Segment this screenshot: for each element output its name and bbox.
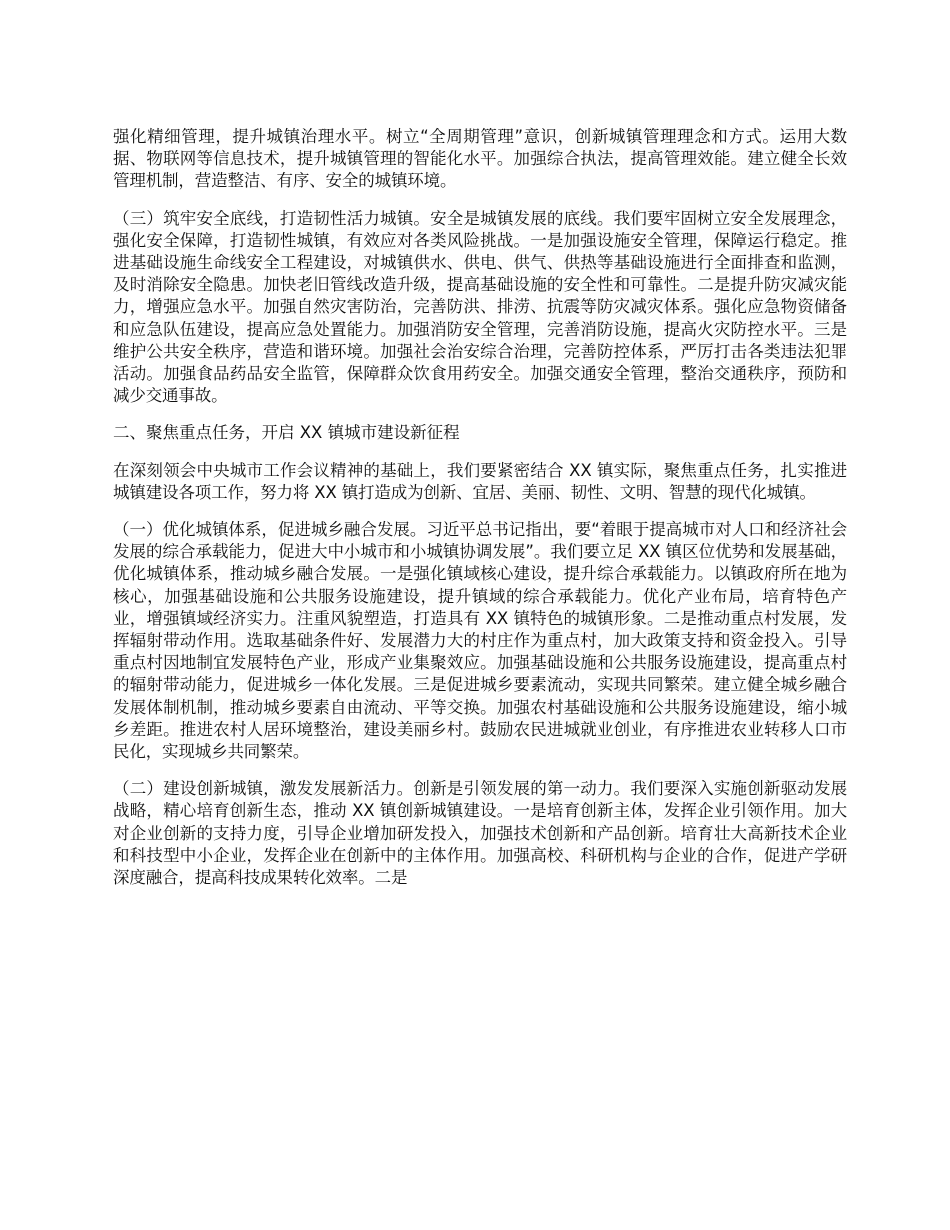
paragraph-urban-system: （一）优化城镇体系，促进城乡融合发展。习近平总书记指出，要“着眼于提高城市对人口和经济社会发展的综合承载能力，促进大中小城市和小城镇协调发展”。我们要立足 XX 镇区位优势和发展基础，优化城镇体系，推动城乡融合发展。一是强化镇域核心建设，提升综合承载能力。以镇政府所在地为核心，加强基础设施和公共服务设施建设，提升镇域的综合承载能力。优化产业布局，培育特色产业，增强镇域经济实力。注重风貌塑造，打造具有 XX 镇特色的城镇形象。二是推动重点村发展，发挥辐射带动作用。选取基础条件好、发展潜力大的村庄作为重点村，加大政策支持和资金投入。引导重点村因地制宜发展特色产业，形成产业集聚效应。加强基础设施和公共服务设施建设，提高重点村的辐射带动能力，促进城乡一体化发展。三是促进城乡要素流动，实现共同繁荣。建立健全城乡融合发展体制机制，推动城乡要素自由流动、平等交换。加强农村基础设施和公共服务设施建设，缩小城乡差距。推进农村人居环境整治，建设美丽乡村。鼓励农民进城就业创业，有序推进农业转移人口市民化，实现城乡共同繁荣。 [113,520,847,762]
paragraph-innovation: （二）建设创新城镇，激发发展新活力。创新是引领发展的第一动力。我们要深入实施创新驱动发展战略，精心培育创新生态，推动 XX 镇创新城镇建设。一是培育创新主体，发挥企业引领作用。加大对企业创新的支持力度，引导企业增加研发投入，加强技术创新和产品创新。培育壮大高新技术企业和科技型中小企业，发挥企业在创新中的主体作用。加强高校、科研机构与企业的合作，促进产学研深度融合，提高科技成果转化效率。二是 [113,779,847,888]
paragraph-management: 强化精细管理，提升城镇治理水平。树立“全周期管理”意识，创新城镇管理理念和方式。运用大数据、物联网等信息技术，提升城镇管理的智能化水平。加强综合执法，提高管理效能。建立健全长效管理机制，营造整洁、有序、安全的城镇环境。 [113,127,847,191]
paragraph-safety: （三）筑牢安全底线，打造韧性活力城镇。安全是城镇发展的底线。我们要牢固树立安全发展理念，强化安全保障，打造韧性城镇，有效应对各类风险挑战。一是加强设施安全管理，保障运行稳定。推进基础设施生命线安全工程建设，对城镇供水、供电、供气、供热等基础设施进行全面排查和监测，及时消除安全隐患。加快老旧管线改造升级，提高基础设施的安全性和可靠性。二是提升防灾减灾能力，增强应急水平。加强自然灾害防治，完善防洪、排涝、抗震等防灾减灾体系。强化应急物资储备和应急队伍建设，提高应急处置能力。加强消防安全管理，完善消防设施，提高火灾防控水平。三是维护公共安全秩序，营造和谐环境。加强社会治安综合治理，完善防控体系，严厉打击各类违法犯罪活动。加强食品药品安全监管，保障群众饮食用药安全。加强交通安全管理，整治交通秩序，预防和减少交通事故。 [113,208,847,406]
document-body [113,126,847,904]
section-heading-two: 二、聚焦重点任务，开启 XX 镇城市建设新征程 [113,423,460,443]
paragraph-intro: 在深刻领会中央城市工作会议精神的基础上，我们要紧密结合 XX 镇实际，聚焦重点任务，扎实推进城镇建设各项工作，努力将 XX 镇打造成为创新、宜居、美丽、韧性、文明、智慧的现代化城镇。 [113,460,847,502]
